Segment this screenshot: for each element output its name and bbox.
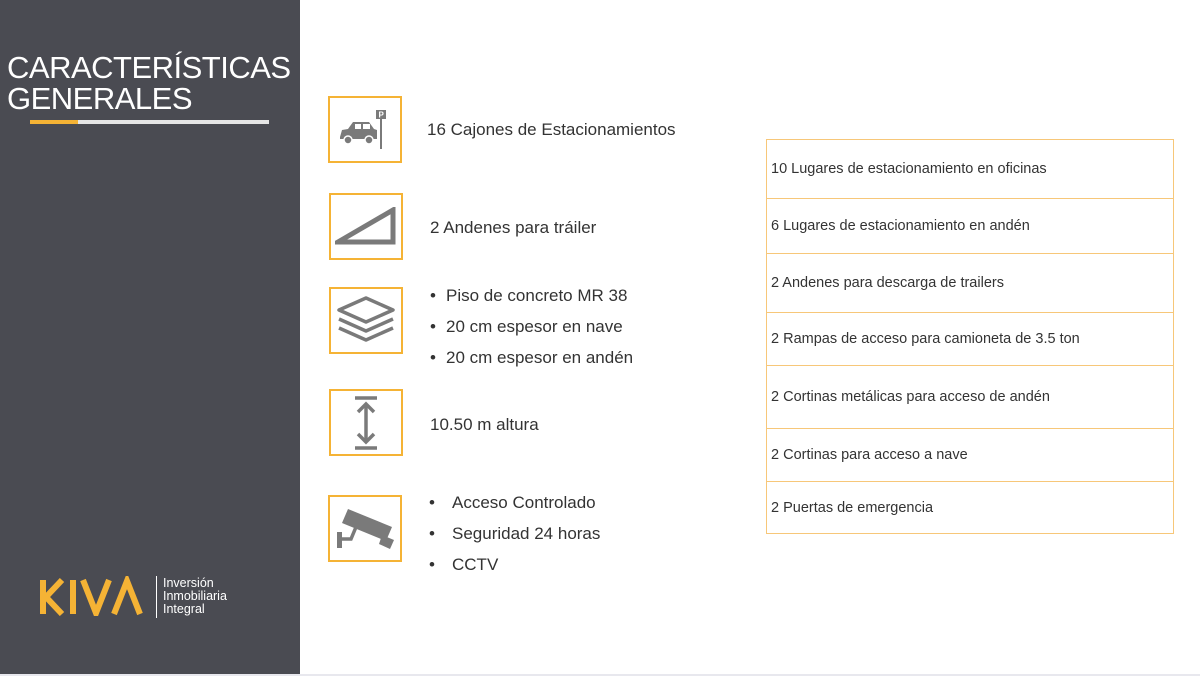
title-underline-accent — [30, 120, 78, 124]
security-bullet-list — [429, 492, 600, 585]
logo-tagline-3: Integral — [163, 602, 205, 616]
table-row: 2 Rampas de acceso para camioneta de 3.5 ton — [767, 313, 1173, 366]
floor-icon-box — [329, 287, 403, 354]
floor-bullet: • 20 cm espesor en nave — [430, 316, 633, 347]
security-icon-box — [328, 495, 402, 562]
details-table — [766, 139, 1174, 534]
svg-text:P: P — [378, 110, 384, 119]
height-icon-box — [329, 389, 403, 456]
logo-tagline-2: Inmobiliaria — [163, 589, 227, 603]
parking-icon-box — [328, 96, 402, 163]
height-text: 10.50 m altura — [430, 415, 539, 434]
table-row: 6 Lugares de estacionamiento en andén — [767, 199, 1173, 254]
table-row: 2 Cortinas metálicas para acceso de andén — [767, 366, 1173, 429]
title-line-2: GENERALES — [7, 81, 193, 116]
table-row: 2 Andenes para descarga de trailers — [767, 254, 1173, 313]
floor-bullet: • Piso de concreto MR 38 — [430, 285, 633, 316]
car-parking-icon — [336, 107, 394, 153]
table-row: 2 Puertas de emergencia — [771, 499, 934, 516]
title-underline — [30, 120, 269, 124]
kiva-wordmark-icon — [40, 576, 148, 616]
logo-tagline — [163, 577, 283, 616]
security-bullet: • Acceso Controlado — [429, 492, 600, 523]
security-camera-icon — [334, 505, 396, 553]
page-title — [7, 52, 291, 114]
vertical-height-icon — [346, 394, 386, 452]
logo-tagline-1: Inversión — [163, 576, 214, 590]
floor-bullet: • 20 cm espesor en andén — [430, 347, 633, 378]
ramp-icon — [335, 207, 397, 247]
security-bullet: • CCTV — [429, 554, 600, 585]
security-bullet: • Seguridad 24 horas — [429, 523, 600, 554]
title-line-1: CARACTERÍSTICAS — [7, 50, 291, 85]
layers-icon — [335, 294, 397, 348]
ramp-icon-box — [329, 193, 403, 260]
floor-bullet-list — [430, 285, 633, 378]
sidebar — [0, 0, 300, 674]
docks-text: 2 Andenes para tráiler — [430, 218, 597, 237]
table-row: 10 Lugares de estacionamiento en oficinas — [767, 140, 1173, 199]
logo-separator — [156, 576, 157, 618]
table-row: 2 Cortinas para acceso a nave — [767, 429, 1173, 482]
parking-text: 16 Cajones de Estacionamientos — [427, 120, 676, 139]
